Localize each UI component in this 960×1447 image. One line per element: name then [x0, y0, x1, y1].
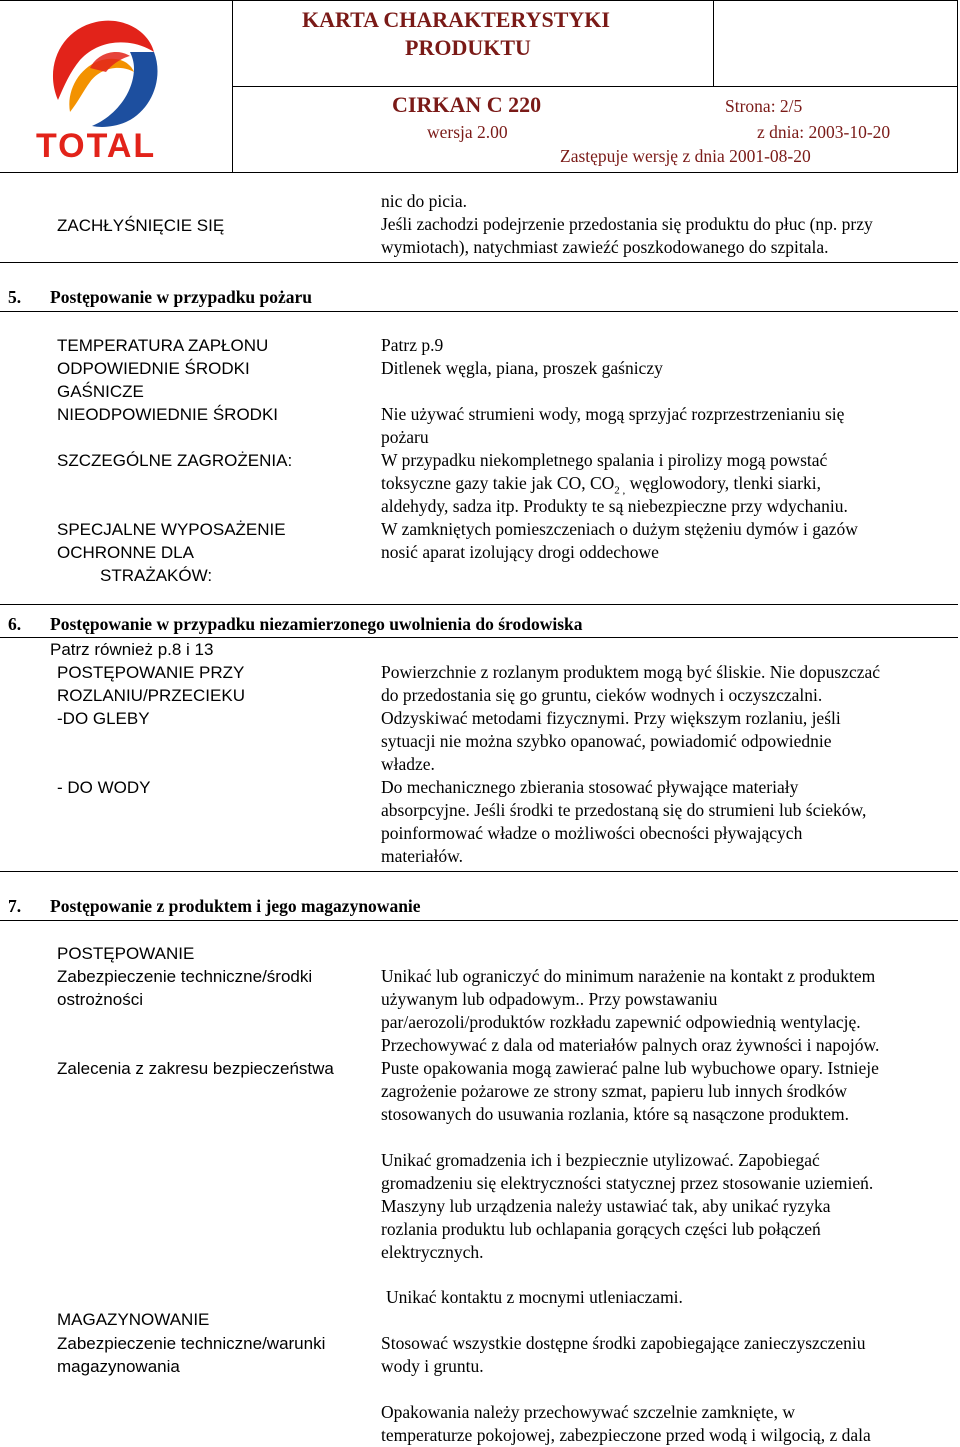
- spill-label: POSTĘPOWANIE PRZY ROZLANIU/PRZECIEKU: [57, 663, 245, 705]
- oxidizers-value: Unikać kontaktu z mocnymi utleniaczami.: [386, 1287, 683, 1307]
- replaces-version: Zastępuje wersję z dnia 2001-08-20: [560, 146, 811, 166]
- equipment-label-1: SPECJALNE WYPOSAŻENIE: [57, 520, 286, 539]
- static-electricity-value: Unikać gromadzenia ich i bezpiecznie utylizować. Zapobiegać gromadzeniu się elektryczności statycznej przez stosowanie uziemień. Maszyny lub urządzenia należy ustawiać tak, aby unikać ryzyka rozlania produktu lub ochlapania gorących części lub połączeń elektrycznych.: [381, 1150, 874, 1262]
- storage-conditions-value: Stosować wszystkie dostępne środki zapobiegające zanieczyszczeniu wody i gruntu.: [381, 1333, 866, 1376]
- see-also: Patrz również p.8 i 13: [50, 640, 214, 659]
- product-name: CIRKAN C 220: [392, 92, 542, 117]
- hazards-line2-rest: węglowodory, tlenki siarki,: [625, 473, 821, 493]
- ingestion-label: ZACHŁYŚNIĘCIE SIĘ: [57, 216, 225, 235]
- storage-heading: MAGAZYNOWANIE: [57, 1310, 210, 1329]
- page-number: Strona: 2/5: [725, 96, 803, 116]
- safety-advice-value: Puste opakowania mogą zawierać palne lub wybuchowe opary. Istnieje zagrożenie pożarowe ze strony szmat, papieru lub innych środków stosowanych do usuwania rozlania, które są nasączone produktem.: [381, 1058, 879, 1124]
- ingestion-text: nic do picia. Jeśli zachodzi podejrzenie przedostania się produktu do płuc (np. przy wymiotach), natychmiast zawieźć poszkodowanego do szpitala.: [381, 191, 873, 257]
- unsuitable-media-value: Nie używać strumieni wody, mogą sprzyjać rozprzestrzenianiu się pożaru: [381, 404, 845, 447]
- section7-number: 7.: [8, 896, 22, 916]
- total-logo: [30, 8, 180, 163]
- equipment-label-2: OCHRONNE DLA: [57, 543, 194, 562]
- co2-subscript: 2 ,: [614, 484, 626, 497]
- water-value: Do mechanicznego zbierania stosować pływające materiały absorpcyjne. Jeśli środki te przedostaną się do strumieni lub ścieków, poinformować władze o możliwości obecności pływających materiałów.: [381, 777, 867, 866]
- technical-measures-value: Unikać lub ograniczyć do minimum narażenie na kontakt z produktem używanym lub odpadowym.. Przy powstawaniu par/aerozoli/produktów rozkładu zapewnić odpowiednią wentylację. Przechowywać z dala od materiałów palnych oraz żywności i napojów.: [381, 966, 880, 1055]
- version: wersja 2.00: [427, 122, 508, 142]
- section5-number: 5.: [8, 287, 22, 307]
- handling-heading: POSTĘPOWANIE: [57, 944, 195, 963]
- suitable-media-label: ODPOWIEDNIE ŚRODKI GAŚNICZE: [57, 359, 250, 401]
- soil-value: Odzyskiwać metodami fizycznymi. Przy większym rozlaniu, jeśli sytuacji nie można szybko opanować, powiadomić odpowiednie władze.: [381, 708, 841, 774]
- soil-label: -DO GLEBY: [57, 709, 150, 728]
- equipment-value: W zamkniętych pomieszczeniach o dużym stężeniu dymów i gazów nosić aparat izolujący drogi oddechowe: [381, 519, 858, 562]
- water-label: - DO WODY: [57, 778, 151, 797]
- suitable-media-value: Ditlenek węgla, piana, proszek gaśniczy: [381, 358, 663, 378]
- technical-measures-label: Zabezpieczenie techniczne/środki ostrożności: [57, 967, 313, 1009]
- logo-wordmark: TOTAL: [36, 127, 157, 165]
- section7-title: Postępowanie z produktem i jego magazynowanie: [50, 896, 421, 916]
- revision-date: z dnia: 2003-10-20: [757, 122, 891, 142]
- section6-title: Postępowanie w przypadku niezamierzonego uwolnienia do środowiska: [50, 614, 583, 634]
- unsuitable-media-label: NIEODPOWIEDNIE ŚRODKI: [57, 405, 279, 424]
- hazards-line2-text: toksyczne gazy takie jak CO, CO: [381, 473, 615, 493]
- safety-advice-label: Zalecenia z zakresu bezpieczeństwa: [57, 1059, 334, 1078]
- storage-conditions-label: Zabezpieczenie techniczne/warunki magazynowania: [57, 1334, 326, 1376]
- section6-number: 6.: [8, 614, 22, 634]
- packaging-value: Opakowania należy przechowywać szczelnie zamknięte, w temperaturze pokojowej, zabezpieczone przed wodą i wilgocią, z dala: [381, 1402, 871, 1445]
- spill-value: Powierzchnie z rozlanym produktem mogą być śliskie. Nie dopuszczać do przedostania się go gruntu, cieków wodnych i oczyszczalni.: [381, 662, 881, 705]
- hazards-line2: [381, 472, 821, 495]
- flash-point-label: TEMPERATURA ZAPŁONU: [57, 336, 269, 355]
- flash-point-value: Patrz p.9: [381, 335, 444, 355]
- document-title: KARTA CHARAKTERYSTYKI: [302, 7, 610, 32]
- document-title-line2: PRODUKTU: [405, 35, 531, 60]
- equipment-label-3: STRAŻAKÓW:: [100, 566, 213, 585]
- hazards-line1: W przypadku niekompletnego spalania i pirolizy mogą powstać: [381, 450, 828, 470]
- hazards-line3: aldehydy, sadza itp. Produkty te są niebezpieczne przy wdychaniu.: [381, 496, 848, 516]
- hazards-label: SZCZEGÓLNE ZAGROŻENIA:: [57, 451, 293, 470]
- section5-title: Postępowanie w przypadku pożaru: [50, 287, 313, 307]
